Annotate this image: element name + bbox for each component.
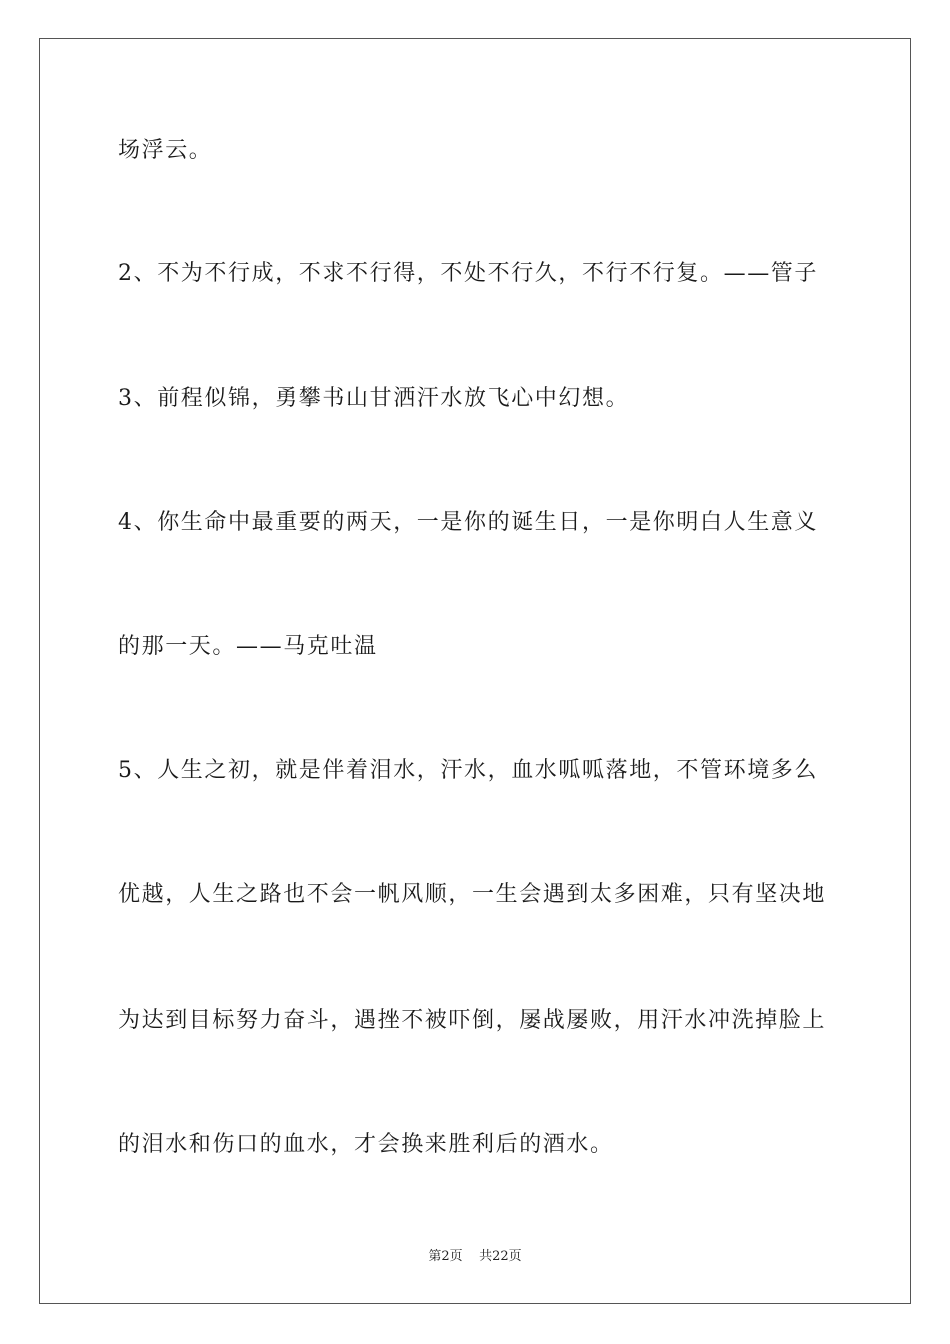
page-total: 共22页	[479, 1249, 522, 1264]
text-line-6: 5、人生之初，就是伴着泪水，汗水，血水呱呱落地，不管环境多么	[118, 758, 818, 783]
text-line-1: 场浮云。	[118, 138, 213, 163]
text-line-7: 优越，人生之路也不会一帆风顺，一生会遇到太多困难，只有坚决地	[118, 882, 827, 907]
text-line-2: 2、不为不行成，不求不行得，不处不行久，不行不行复。——管子	[118, 261, 818, 286]
text-line-3: 3、前程似锦，勇攀书山甘洒汗水放飞心中幻想。	[118, 386, 630, 411]
page-footer	[0, 1248, 950, 1266]
text-line-8: 为达到目标努力奋斗，遇挫不被吓倒，屡战屡败，用汗水冲洗掉脸上	[118, 1008, 827, 1033]
page-number: 第2页	[428, 1249, 463, 1264]
page-border	[39, 38, 911, 1304]
text-line-9: 的泪水和伤口的血水，才会换来胜利后的酒水。	[118, 1132, 614, 1157]
text-line-4: 4、你生命中最重要的两天，一是你的诞生日，一是你明白人生意义	[118, 510, 818, 535]
text-line-5: 的那一天。——马克吐温	[118, 634, 378, 659]
